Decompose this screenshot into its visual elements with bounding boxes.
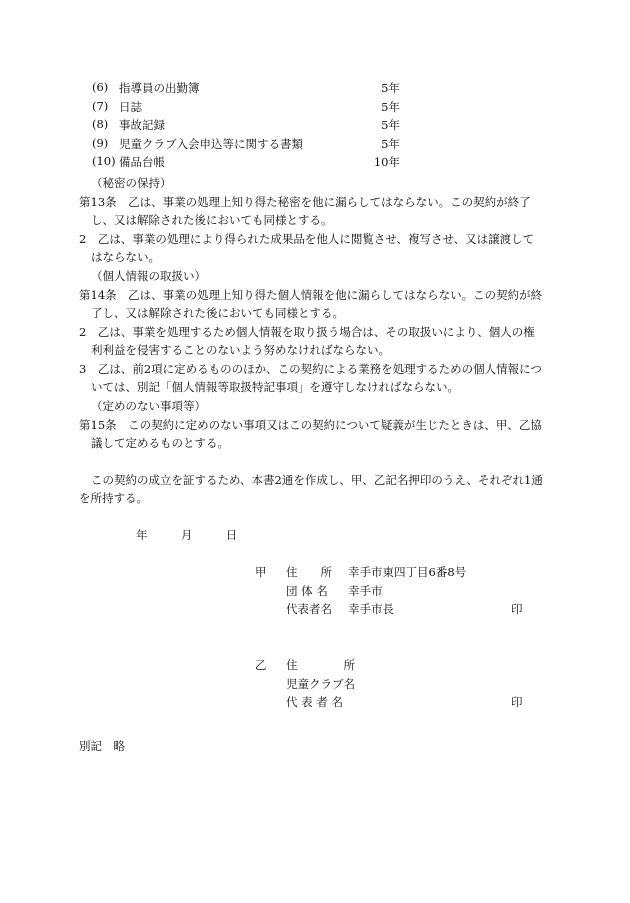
article-13-line: 第13条 乙は、事業の処理上知り得た秘密を他に漏らしてはならない。この契約が終了 xyxy=(79,195,531,209)
item-number: (8) xyxy=(92,117,109,131)
item-number: (6) xyxy=(92,80,109,94)
heading-undefined-matters: （定めのない事項等） xyxy=(91,399,206,413)
org-label: 団 体 名 xyxy=(286,583,328,598)
article-15-line: 第15条 この契約に定めのない事項又はこの契約について疑義が生じたときは、甲、乙協 xyxy=(79,418,542,432)
item-years: 10年 xyxy=(373,155,400,169)
article-14-para2-line: 利利益を侵害することのないよう努めなければならない。 xyxy=(91,343,390,357)
address-value: 幸手市東四丁目6番8号 xyxy=(348,565,467,579)
item-years: 5年 xyxy=(381,81,400,95)
article-14-line: 了し、又は解除された後においても同様とする。 xyxy=(91,306,344,320)
closing-statement: を所持する。 xyxy=(79,491,148,505)
item-years: 5年 xyxy=(381,118,400,132)
rep-value: 幸手市長 xyxy=(348,602,394,616)
seal-mark: 印 xyxy=(511,602,523,616)
org-value: 幸手市 xyxy=(348,583,383,598)
item-number: (7) xyxy=(92,98,109,113)
item-name: 事故記録 xyxy=(119,118,165,132)
closing-statement: この契約の成立を証するため、本書2通を作成し、甲、乙記名押印のうえ、それぞれ1通 xyxy=(91,473,543,487)
appendix-note: 別記 略 xyxy=(79,739,125,753)
item-name: 備品台帳 xyxy=(119,155,165,169)
article-14-para3-line: 3 乙は、前2項に定めるもののほか、この契約による業務を処理するための個人情報につ xyxy=(79,362,542,376)
item-years: 5年 xyxy=(381,136,400,151)
item-years: 5年 xyxy=(381,99,400,114)
article-13-line: し、又は解除された後においても同様とする。 xyxy=(91,213,333,227)
heading-confidentiality: （秘密の保持） xyxy=(91,176,172,190)
article-14-line: 第14条 乙は、事業の処理上知り得た個人情報を他に漏らしてはならない。この契約が終 xyxy=(79,288,543,302)
party-a-label: 甲 xyxy=(255,565,267,579)
address-label: 住 所 xyxy=(286,658,355,672)
item-number: (10) xyxy=(92,154,116,168)
article-14-para2-line: 2 乙は、事業を処理するため個人情報を取り扱う場合は、その取扱いにより、個人の権 xyxy=(79,325,535,339)
heading-personal-info: （個人情報の取扱い） xyxy=(91,269,206,283)
date-line: 年 月 日 xyxy=(136,528,241,542)
party-b-label: 乙 xyxy=(255,658,267,672)
article-13-para2-line: はならない。 xyxy=(91,250,160,264)
address-label: 住 所 xyxy=(286,565,332,579)
rep-label: 代 表 者 名 xyxy=(286,695,343,709)
item-number: (9) xyxy=(92,135,109,150)
article-13-para2-line: 2 乙は、事業の処理により得られた成果品を他人に閲覧させ、複写させ、又は譲渡して xyxy=(79,232,535,246)
item-name: 指導員の出勤簿 xyxy=(119,81,200,95)
item-name: 児童クラブ入会申込等に関する書類 xyxy=(119,136,303,151)
item-name: 日誌 xyxy=(119,99,142,114)
club-name-label: 児童クラブ名 xyxy=(286,676,355,691)
seal-mark: 印 xyxy=(511,695,523,709)
rep-label: 代表者名 xyxy=(286,602,332,616)
article-15-line: 議して定めるものとする。 xyxy=(91,436,229,450)
article-14-para3-line: いては、別記「個人情報等取扱特記事項」を遵守しなければならない。 xyxy=(91,380,459,394)
